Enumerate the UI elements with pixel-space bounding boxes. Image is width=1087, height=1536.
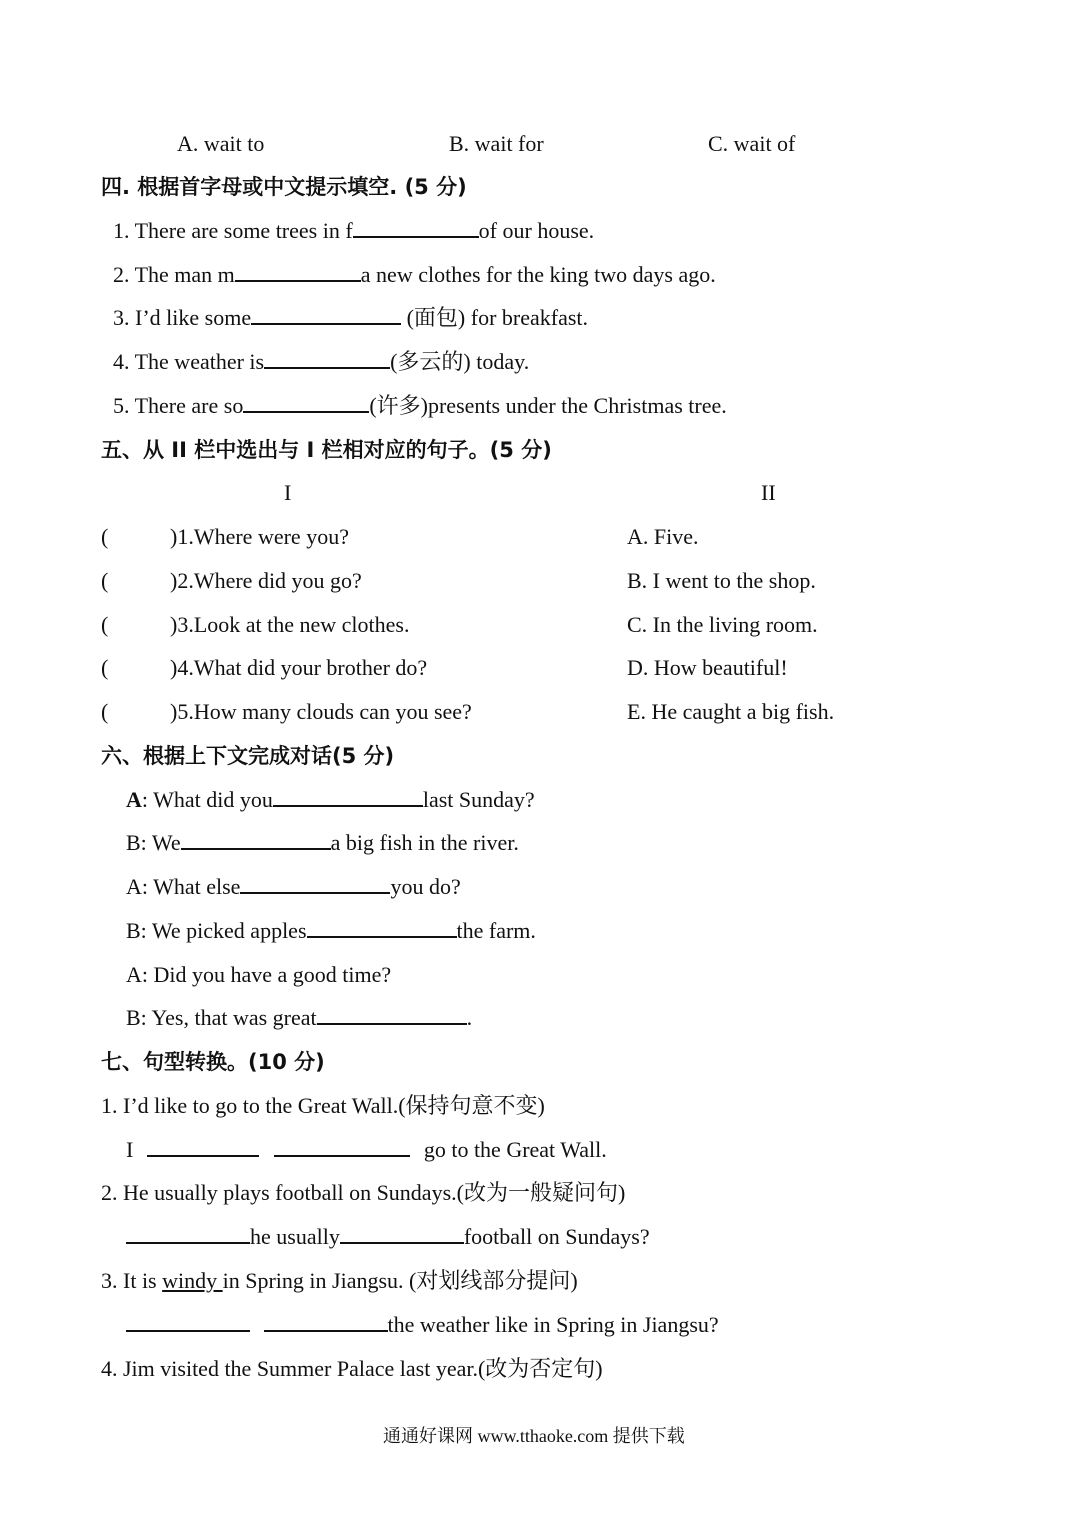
answer-blank[interactable] (307, 917, 457, 938)
match-paren[interactable]: ( (101, 524, 109, 549)
sec7-question-3 (101, 1267, 578, 1295)
answer-text: the weather like in Spring in Jiangsu? (387, 1312, 719, 1337)
answer-blank[interactable] (240, 873, 390, 894)
dialog-line-5 (126, 961, 391, 989)
sec4-item-3-before: 3. I’d like some (113, 305, 252, 330)
dialog-text: : What did you (141, 787, 273, 812)
answer-blank[interactable] (317, 1004, 467, 1025)
answer-text: I (126, 1137, 134, 1162)
answer-blank[interactable] (353, 217, 479, 238)
sec4-item-4-after: (多云的) today. (390, 349, 530, 374)
dialog-text: last Sunday? (422, 787, 535, 812)
answer-blank[interactable] (264, 348, 390, 369)
dialog-text: B: Yes, that was great (126, 1005, 317, 1030)
answer-blank[interactable] (274, 1136, 410, 1157)
answer-blank[interactable] (264, 1311, 388, 1332)
match-paren[interactable]: ( (101, 699, 109, 724)
dialog-text: B: We (126, 830, 181, 855)
page-footer: 通通好课网 www.tthaoke.com 提供下载 (383, 1426, 685, 1446)
sec4-item-2-before: 2. The man m (113, 262, 235, 287)
match-right-a: A. Five. (627, 524, 699, 549)
dialog-text: B: We picked apples (126, 918, 307, 943)
sec7-question-4: 4. Jim visited the Summer Palace last year.(改为否定句) (101, 1356, 603, 1381)
sec7-answer-3 (126, 1311, 719, 1339)
dialog-text: A: Did you have a good time? (126, 962, 392, 987)
answer-blank[interactable] (251, 304, 401, 325)
underlined-word: windy (162, 1268, 223, 1293)
column-1-header: I (284, 480, 292, 505)
match-right-e: E. He caught a big fish. (627, 699, 835, 724)
match-left-2: )2.Where did you go? (170, 568, 362, 593)
sec4-item-3 (113, 304, 588, 332)
dialog-text: A: What else (126, 874, 241, 899)
answer-blank[interactable] (340, 1223, 464, 1244)
sec4-item-1-before: 1. There are some trees in f (113, 218, 353, 243)
answer-text: go to the Great Wall. (423, 1137, 607, 1162)
dialog-text: a big fish in the river. (330, 830, 519, 855)
dialog-speaker: A (126, 787, 142, 812)
answer-blank[interactable] (126, 1223, 250, 1244)
match-paren[interactable]: ( (101, 568, 109, 593)
answer-text: football on Sundays? (463, 1224, 650, 1249)
option-b: B. wait for (449, 131, 544, 156)
section-6-heading: 六、根据上下文完成对话(5 分) (101, 744, 395, 768)
match-left-1: )1.Where were you? (170, 524, 349, 549)
sec7-answer-1 (126, 1136, 607, 1164)
column-2-header: II (761, 480, 776, 505)
match-paren[interactable]: ( (101, 655, 109, 680)
match-paren[interactable]: ( (101, 612, 109, 637)
sec7-question-2: 2. He usually plays football on Sundays.(改为一般疑问句) (101, 1180, 626, 1205)
dialog-text: . (466, 1005, 473, 1030)
sec7-question-1: 1. I’d like to go to the Great Wall.(保持句意不变) (101, 1093, 545, 1118)
sec4-item-2-after: a new clothes for the king two days ago. (360, 262, 716, 287)
dialog-line-2 (126, 829, 519, 857)
sec4-item-1-after: of our house. (478, 218, 595, 243)
match-left-4: )4.What did your brother do? (170, 655, 428, 680)
dialog-line-3 (126, 873, 461, 901)
answer-blank[interactable] (243, 392, 369, 413)
sec4-item-1 (113, 217, 594, 245)
answer-blank[interactable] (235, 261, 361, 282)
sec4-item-4 (113, 348, 529, 376)
question-text: in Spring in Jiangsu. (对划线部分提问) (222, 1268, 578, 1293)
sec4-item-2 (113, 261, 716, 289)
match-right-c: C. In the living room. (627, 612, 818, 637)
dialog-line-4 (126, 917, 536, 945)
dialog-text: you do? (390, 874, 461, 899)
answer-blank[interactable] (126, 1311, 250, 1332)
match-right-d: D. How beautiful! (627, 655, 788, 680)
match-right-b: B. I went to the shop. (627, 568, 816, 593)
sec7-answer-2 (126, 1223, 650, 1251)
option-a: A. wait to (177, 131, 265, 156)
answer-text: he usually (250, 1224, 340, 1249)
dialog-line-6 (126, 1004, 472, 1032)
answer-blank[interactable] (273, 786, 423, 807)
dialog-line-1 (126, 786, 535, 814)
sec4-item-4-before: 4. The weather is (113, 349, 265, 374)
sec4-item-5-after: (许多)presents under the Christmas tree. (369, 393, 727, 418)
answer-blank[interactable] (181, 829, 331, 850)
dialog-text: the farm. (456, 918, 536, 943)
section-7-heading: 七、句型转换。(10 分) (101, 1050, 325, 1074)
match-left-3: )3.Look at the new clothes. (170, 612, 410, 637)
answer-blank[interactable] (147, 1136, 259, 1157)
sec4-item-5 (113, 392, 727, 420)
option-c: C. wait of (708, 131, 796, 156)
question-text: 3. It is (101, 1268, 163, 1293)
section-4-heading: 四. 根据首字母或中文提示填空. (5 分) (101, 175, 467, 199)
sec4-item-3-after: (面包) for breakfast. (401, 305, 589, 330)
match-left-5: )5.How many clouds can you see? (170, 699, 472, 724)
section-5-heading: 五、从 II 栏中选出与 I 栏相对应的句子。(5 分) (101, 438, 552, 462)
sec4-item-5-before: 5. There are so (113, 393, 244, 418)
